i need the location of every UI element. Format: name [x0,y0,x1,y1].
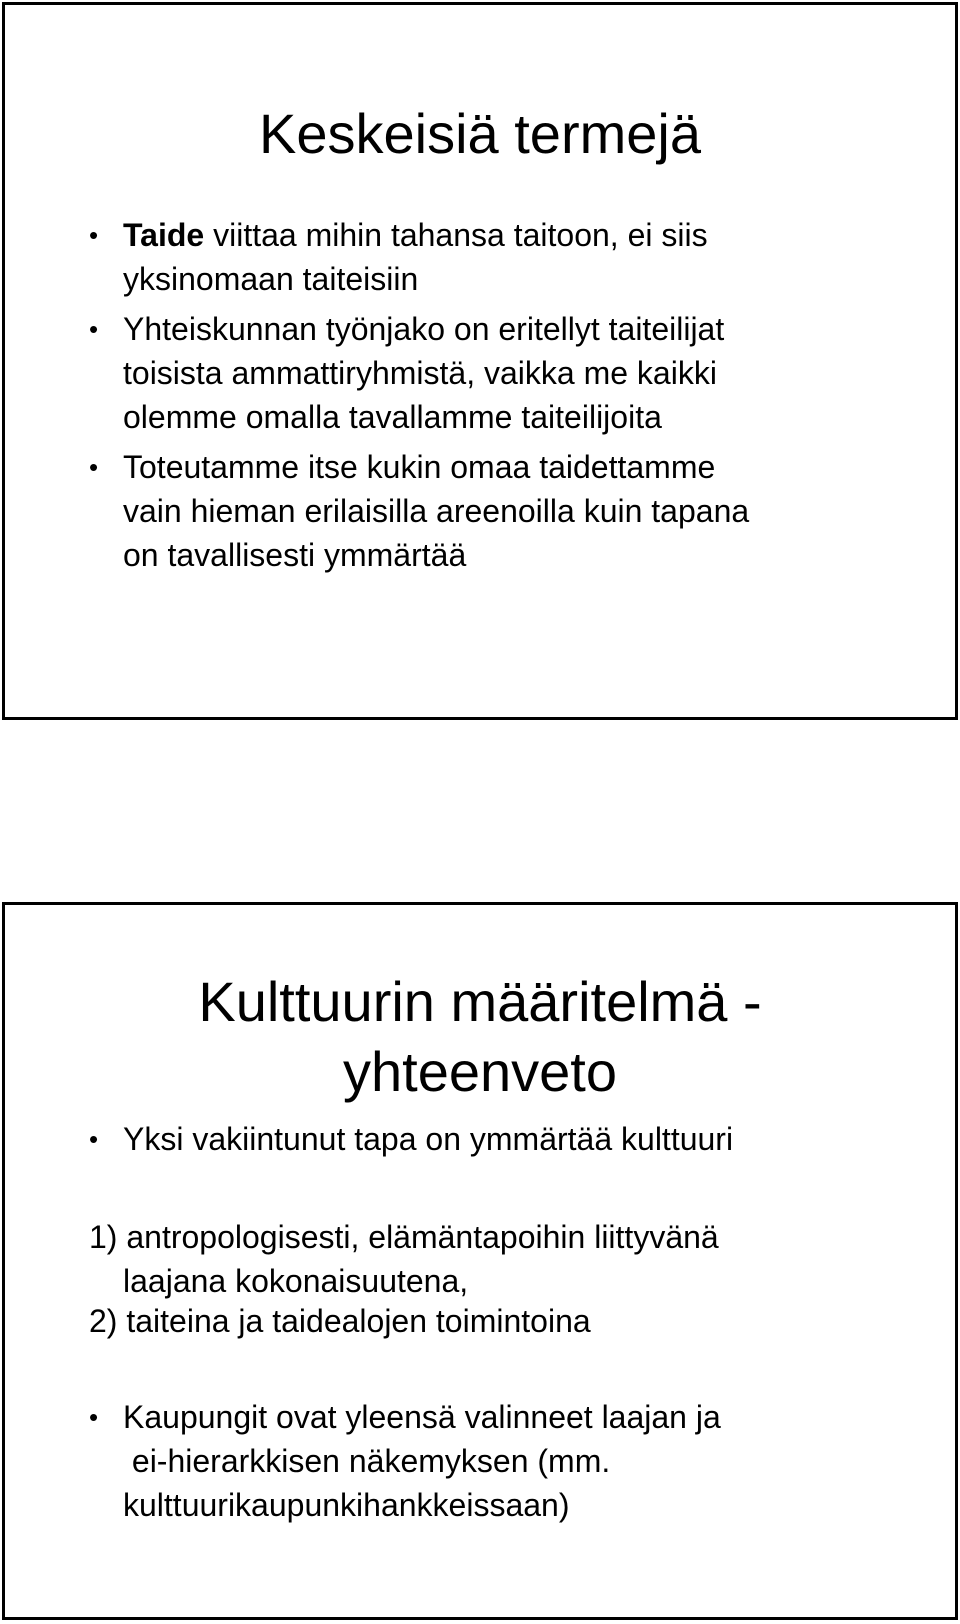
bullet-line: Toteutamme itse kukin omaa taidettamme [123,449,716,485]
bullet-line: yksinomaan taiteisiin [123,261,419,297]
slide-title: Keskeisiä termejä [259,102,701,165]
numbered-line: 1) antropologisesti, elämäntapoihin liittyvänä [89,1219,719,1255]
bullet-text: viittaa mihin tahansa taitoon, ei siis [204,217,708,253]
bullet-line: Yhteiskunnan työnjako on eritellyt taiteilijat [123,311,725,347]
bullet-icon: • [89,452,99,482]
numbered-item-1 [89,1215,939,1303]
bullet-line [123,213,943,257]
slide-title [5,967,955,1107]
title-line: Kulttuurin määritelmä - [198,970,762,1033]
bullet-icon: • [89,1124,99,1154]
bullet-line: Yksi vakiintunut tapa on ymmärtää kulttuuri [123,1121,734,1157]
bullet-line: kulttuurikaupunkihankkeissaan) [123,1487,570,1523]
bullet-item-taide [89,213,943,301]
bullet-icon: • [89,1402,99,1432]
bullet-item-toteutamme [89,445,943,577]
slide-keskeisia-termeja [2,2,958,720]
bullet-icon: • [89,220,99,250]
slide-kulttuurin-maaritelma [2,902,958,1620]
title-line: yhteenveto [343,1040,617,1103]
bullet-line: Kaupungit ovat yleensä valinneet laajan ja [123,1399,721,1435]
bold-term: Taide [123,217,205,253]
bullet-icon: • [89,314,99,344]
numbered-line: laajana kokonaisuutena, [123,1263,469,1299]
bullet-item-vakiintunut [89,1117,943,1161]
bullet-line: on tavallisesti ymmärtää [123,537,467,573]
bullet-line: ei-hierarkkisen näkemyksen (mm. [123,1443,611,1479]
bullet-line: toisista ammattiryhmistä, vaikka me kaikki [123,355,717,391]
bullet-item-kaupungit [89,1395,943,1527]
bullet-item-tyonjako [89,307,943,439]
numbered-item-2 [89,1299,939,1343]
bullet-line: vain hieman erilaisilla areenoilla kuin tapana [123,493,750,529]
numbered-line: 2) taiteina ja taidealojen toimintoina [89,1303,591,1339]
bullet-line: olemme omalla tavallamme taiteilijoita [123,399,662,435]
